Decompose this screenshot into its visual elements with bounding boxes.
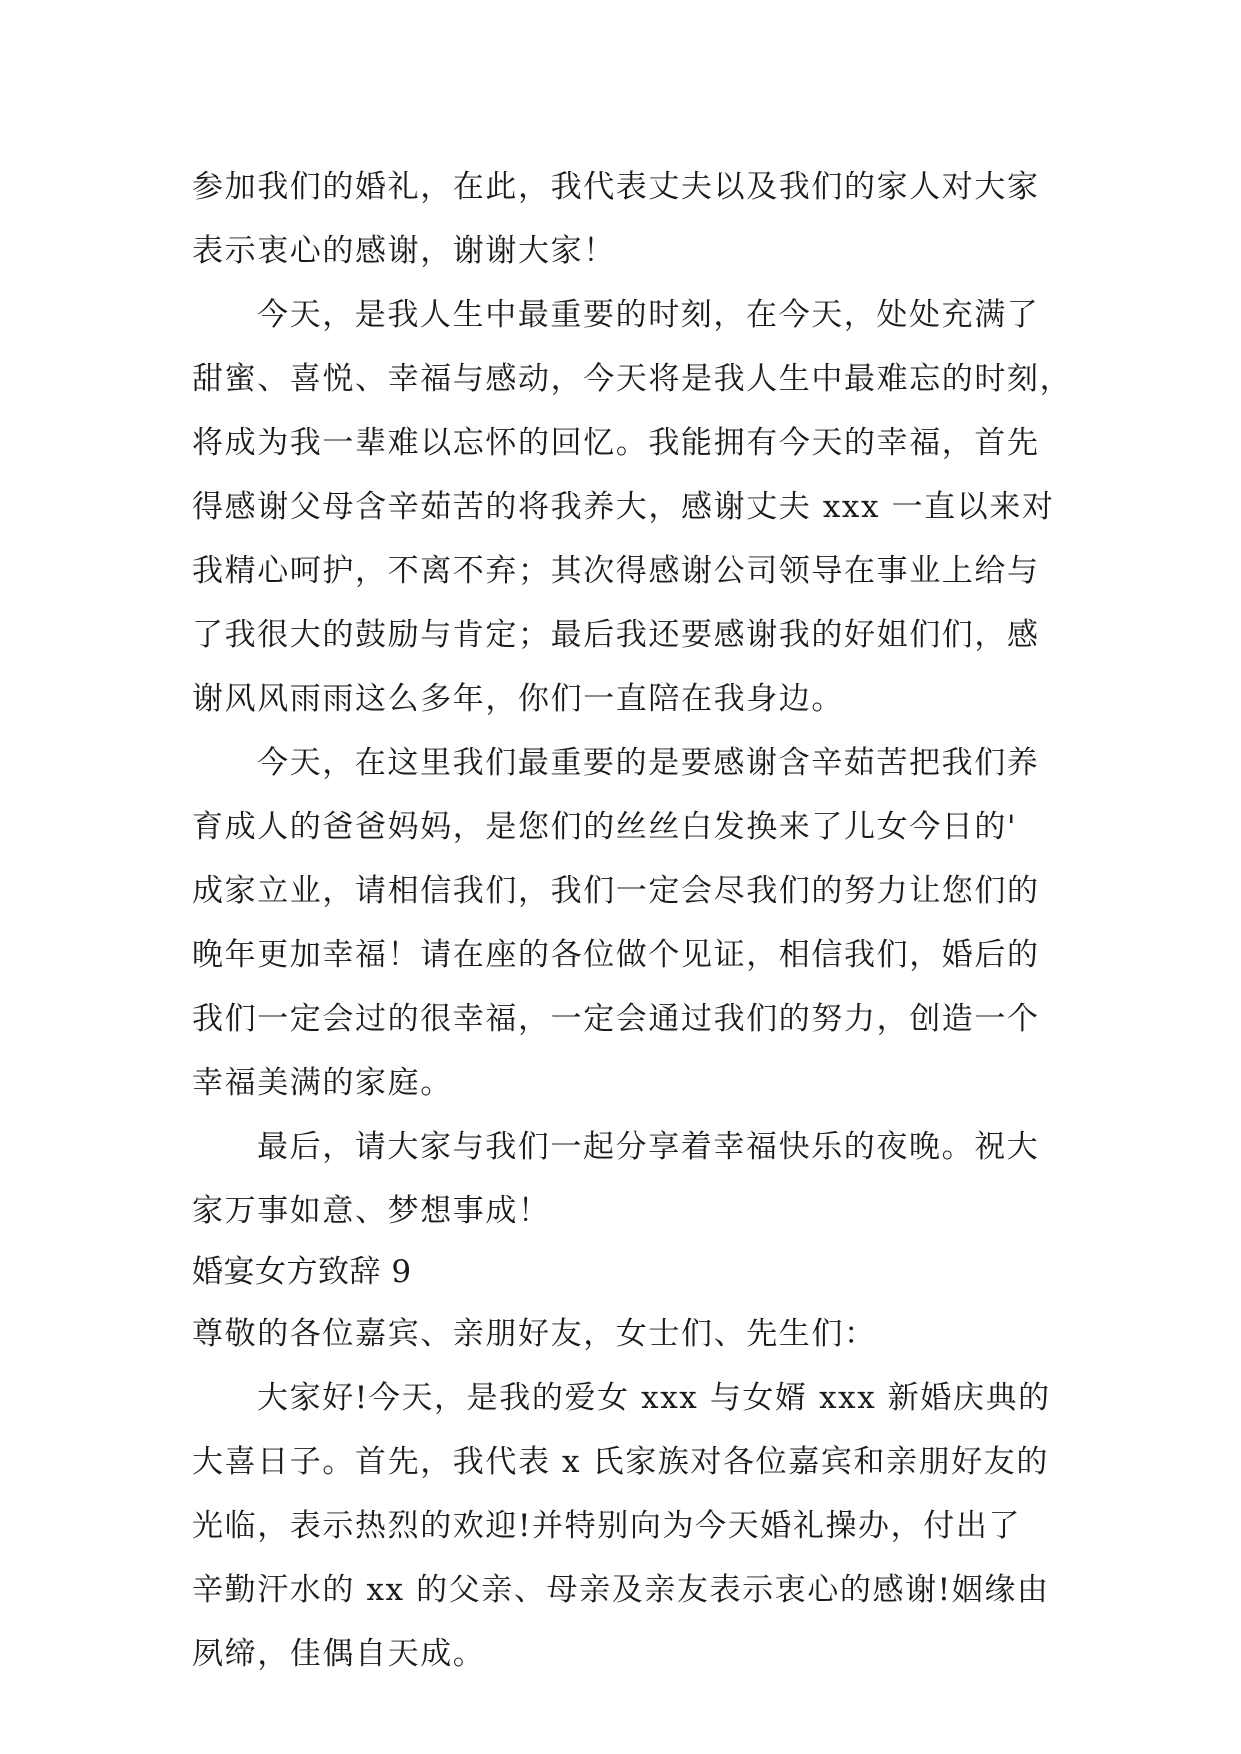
paragraph-line: 大家好!今天，是我的爱女 xxx 与女婿 xxx 新婚庆典的 — [257, 1380, 1051, 1416]
paragraph-line: 谢风风雨雨这么多年，你们一直陪在我身边。 — [192, 681, 844, 717]
paragraph-line: 光临，表示热烈的欢迎!并特别向为今天婚礼操办，付出了 — [192, 1508, 1022, 1544]
paragraph-line: 得感谢父母含辛茹苦的将我养大，感谢丈夫 xxx 一直以来对 — [192, 489, 1055, 525]
paragraph-line: 夙缔，佳偶自天成。 — [192, 1636, 486, 1672]
paragraph-line: 最后，请大家与我们一起分享着幸福快乐的夜晚。祝大 — [257, 1129, 1040, 1165]
section-title: 婚宴女方致辞 9 — [192, 1254, 412, 1290]
paragraph-line: 今天，在这里我们最重要的是要感谢含辛茹苦把我们养 — [257, 745, 1040, 781]
paragraph-line: 了我很大的鼓励与肯定；最后我还要感谢我的好姐们们，感 — [192, 617, 1040, 653]
paragraph-line: 育成人的爸爸妈妈，是您们的丝丝白发换来了儿女今日的' — [192, 809, 1018, 845]
paragraph-line: 我精心呵护，不离不弃；其次得感谢公司领导在事业上给与 — [192, 553, 1040, 589]
paragraph-line: 辛勤汗水的 xx 的父亲、母亲及亲友表示衷心的感谢!姻缘由 — [192, 1572, 1050, 1608]
paragraph-line: 大喜日子。首先，我代表 x 氏家族对各位嘉宾和亲朋好友的 — [192, 1444, 1049, 1480]
paragraph-line: 今天，是我人生中最重要的时刻，在今天，处处充满了 — [257, 297, 1040, 333]
paragraph-line: 参加我们的婚礼，在此，我代表丈夫以及我们的家人对大家 — [192, 169, 1040, 205]
paragraph-line: 甜蜜、喜悦、幸福与感动，今天将是我人生中最难忘的时刻， — [192, 361, 1073, 397]
paragraph-line: 成家立业，请相信我们，我们一定会尽我们的努力让您们的 — [192, 873, 1040, 909]
paragraph-line: 晚年更加幸福！请在座的各位做个见证，相信我们，婚后的 — [192, 937, 1040, 973]
paragraph-line: 我们一定会过的很幸福，一定会通过我们的努力，创造一个 — [192, 1001, 1040, 1037]
paragraph-line: 将成为我一辈难以忘怀的回忆。我能拥有今天的幸福，首先 — [192, 425, 1040, 461]
salutation: 尊敬的各位嘉宾、亲朋好友，女士们、先生们： — [192, 1316, 877, 1352]
paragraph-line: 表示衷心的感谢，谢谢大家！ — [192, 233, 616, 269]
paragraph-line: 幸福美满的家庭。 — [192, 1065, 453, 1101]
paragraph-line: 家万事如意、梦想事成！ — [192, 1193, 551, 1229]
